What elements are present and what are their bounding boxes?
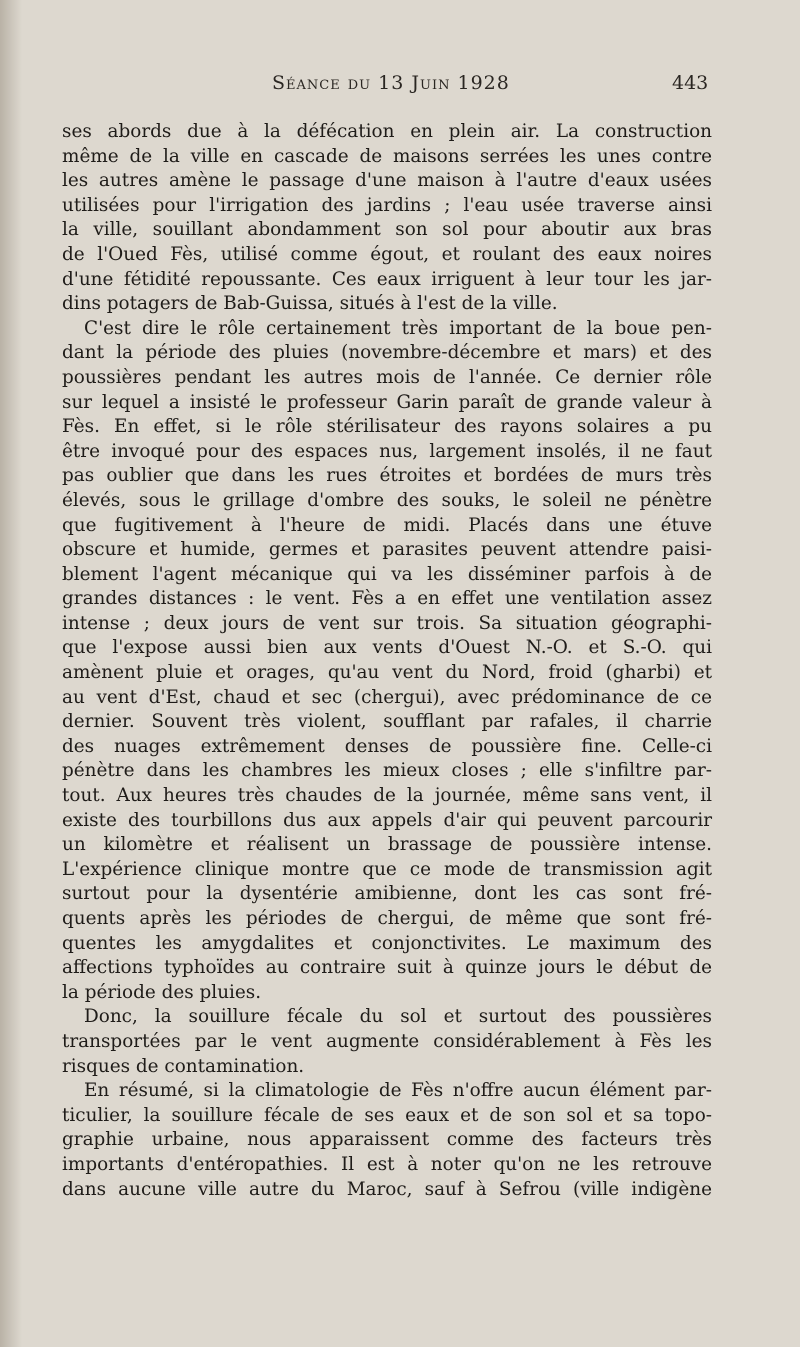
text-line: des nuages extrêmement denses de poussière fine. Celle-ci bbox=[62, 735, 712, 757]
text-line: dans aucune ville autre du Maroc, sauf à Sefrou (ville indigène bbox=[62, 1178, 712, 1200]
text-line: obscure et humide, germes et parasites peuvent attendre paisi- bbox=[62, 539, 712, 561]
text-line: même de la ville en cascade de maisons serrées les unes contre bbox=[62, 145, 712, 167]
body-text bbox=[62, 120, 712, 1202]
text-line: Fès. En effet, si le rôle stérilisateur des rayons solaires a pu bbox=[62, 416, 712, 438]
text-line: amènent pluie et orages, qu'au vent du Nord, froid (gharbi) et bbox=[62, 662, 712, 684]
text-line: quents après les périodes de chergui, de même que sont fré- bbox=[62, 908, 712, 929]
text-line: être invoqué pour des espaces nus, largement insolés, il ne faut bbox=[62, 440, 712, 462]
text-line: ses abords due à la défécation en plein air. La construction bbox=[62, 121, 712, 142]
page-header bbox=[0, 72, 800, 102]
text-line: de l'Oued Fès, utilisé comme égout, et roulant des eaux noires bbox=[62, 243, 712, 265]
text-line: existe des tourbillons dus aux appels d'air qui peuvent parcourir bbox=[62, 809, 712, 831]
text-line: les autres amène le passage d'une maison à l'autre d'eaux usées bbox=[62, 170, 712, 192]
running-title: Séance du 13 Juin 1928 bbox=[272, 72, 510, 94]
text-line: risques de contamination. bbox=[62, 1055, 305, 1077]
text-line: poussières pendant les autres mois de l'année. Ce dernier rôle bbox=[62, 366, 712, 388]
binding-gutter-shadow bbox=[0, 0, 22, 1347]
text-line: que fugitivement à l'heure de midi. Placés dans une étuve bbox=[62, 514, 712, 536]
text-line: un kilomètre et réalisent un brassage de poussière intense. bbox=[62, 834, 712, 856]
text-line: pénètre dans les chambres les mieux closes ; elle s'infiltre par- bbox=[62, 760, 712, 782]
text-line: graphie urbaine, nous apparaissent comme des facteurs très bbox=[62, 1129, 712, 1151]
text-line: élevés, sous le grillage d'ombre des souks, le soleil ne pénètre bbox=[62, 489, 712, 511]
text-line: importants d'entéropathies. Il est à noter qu'on ne les retrouve bbox=[62, 1153, 712, 1175]
text-line: utilisées pour l'irrigation des jardins ; l'eau usée traverse ainsi bbox=[62, 194, 712, 216]
page-number: 443 bbox=[672, 72, 709, 94]
text-line: C'est dire le rôle certainement très important de la boue pen- bbox=[84, 317, 712, 339]
text-line: dernier. Souvent très violent, soufflant par rafales, il charrie bbox=[62, 711, 712, 733]
text-line: intense ; deux jours de vent sur trois. Sa situation géographi- bbox=[62, 612, 712, 634]
text-line: la période des pluies. bbox=[62, 981, 262, 1003]
text-line: surtout pour la dysentérie amibienne, dont les cas sont fré- bbox=[62, 883, 712, 905]
text-line: quentes les amygdalites et conjonctivites. Le maximum des bbox=[62, 932, 712, 954]
text-line: au vent d'Est, chaud et sec (chergui), avec prédominance de ce bbox=[62, 686, 712, 708]
text-line: transportées par le vent augmente considérablement à Fès les bbox=[62, 1030, 712, 1052]
text-line: sur lequel a insisté le professeur Garin paraît de grande valeur à bbox=[62, 391, 712, 413]
text-line: Donc, la souillure fécale du sol et surtout des poussières bbox=[84, 1006, 712, 1028]
text-line: dins potagers de Bab-Guissa, situés à l'est de la ville. bbox=[62, 293, 558, 315]
text-line: d'une fétidité repoussante. Ces eaux irriguent à leur tour les jar- bbox=[62, 268, 712, 290]
text-line: ticulier, la souillure fécale de ses eaux et de son sol et sa topo- bbox=[62, 1104, 712, 1126]
text-line: blement l'agent mécanique qui va les disséminer parfois à de bbox=[62, 563, 712, 585]
text-line: grandes distances : le vent. Fès a en effet une ventilation assez bbox=[62, 588, 712, 610]
text-line: tout. Aux heures très chaudes de la journée, même sans vent, il bbox=[62, 785, 712, 807]
text-line: pas oublier que dans les rues étroites et bordées de murs très bbox=[62, 465, 712, 487]
text-line: la ville, souillant abondamment son sol pour aboutir aux bras bbox=[62, 219, 712, 241]
text-line: que l'expose aussi bien aux vents d'Ouest N.-O. et S.-O. qui bbox=[62, 637, 712, 659]
text-line: L'expérience clinique montre que ce mode de transmission agit bbox=[62, 858, 712, 880]
text-line: affections typhoïdes au contraire suit à quinze jours le début de bbox=[62, 957, 712, 979]
text-line: En résumé, si la climatologie de Fès n'offre aucun élément par- bbox=[84, 1080, 712, 1102]
text-line: dant la période des pluies (novembre-décembre et mars) et des bbox=[62, 342, 712, 364]
